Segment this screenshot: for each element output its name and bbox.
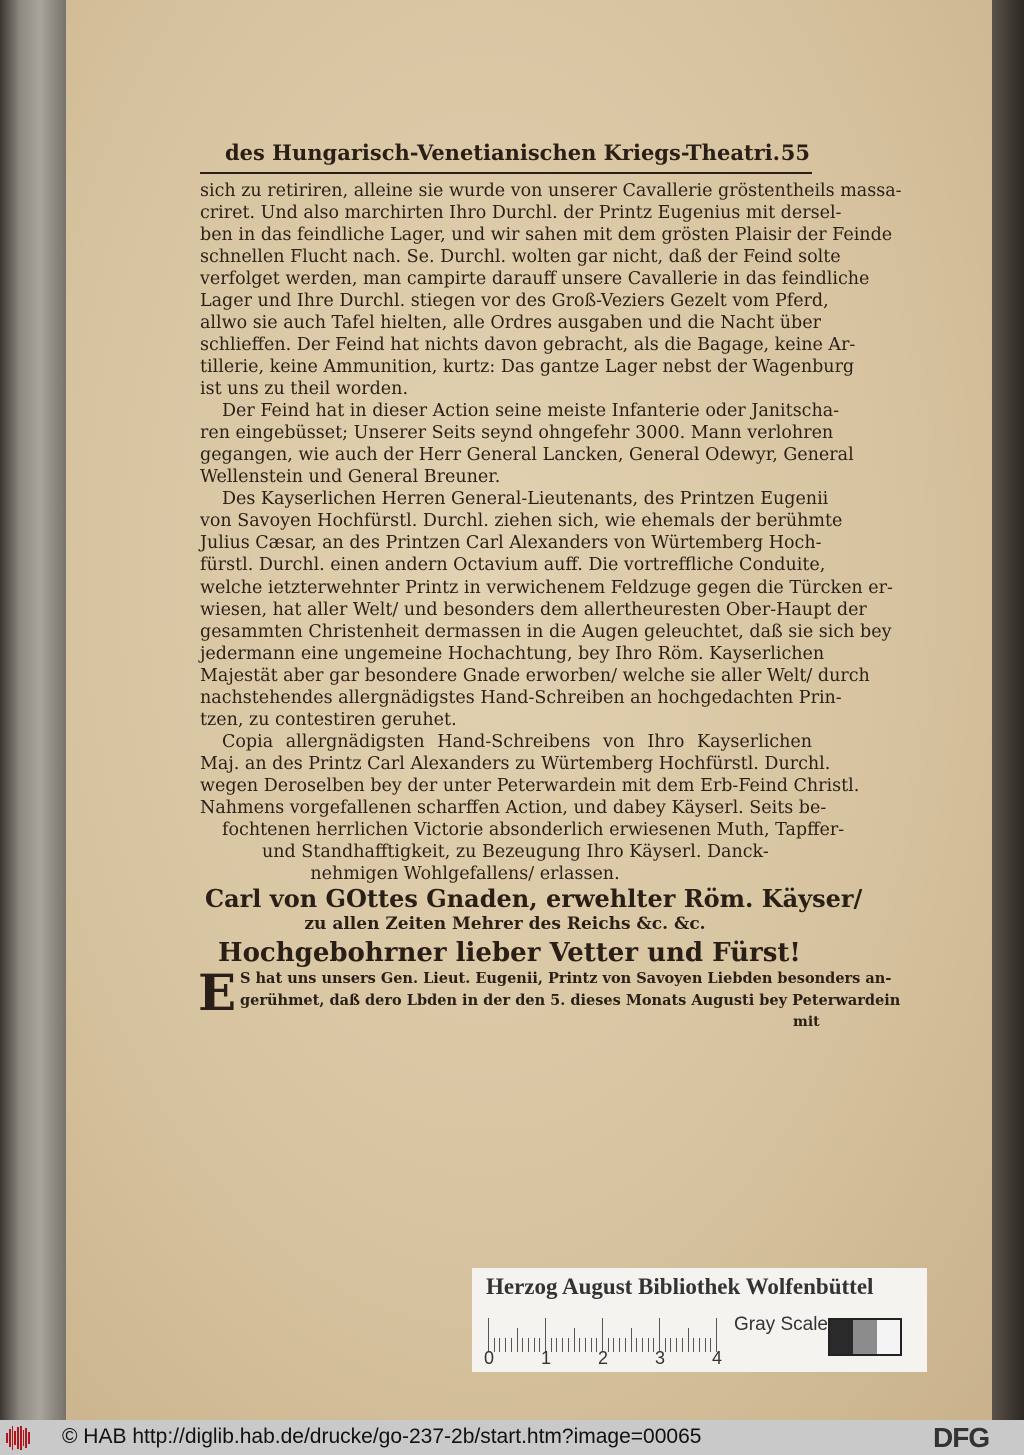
text-line: welche ietzterwehnter Printz in verwichenem Feldzuge gegen die Türcken er-: [200, 578, 893, 598]
ruler-tick: [568, 1338, 569, 1352]
text-line: fochtenen herrlichen Victorie absonderlich erwiesenen Muth, Tapffer-: [222, 820, 845, 840]
header-rule: [200, 172, 812, 174]
text-line: zu allen Zeiten Mehrer des Reichs &c. &c.: [304, 914, 706, 934]
scale-ruler: [488, 1316, 718, 1352]
ruler-tick: [511, 1338, 512, 1352]
ruler-tick: [642, 1338, 643, 1352]
text-line: Copia allergnädigsten Hand-Schreibens von Ihro Kayserlichen: [222, 732, 812, 752]
ruler-tick: [693, 1338, 694, 1352]
text-line: criret. Und also marchirten Ihro Durchl. der Printz Eugenius mit dersel-: [200, 203, 842, 223]
swatch-cell: [853, 1320, 876, 1354]
ruler-tick: [705, 1338, 706, 1352]
ruler-tick: [574, 1328, 575, 1352]
book-spine: [0, 0, 66, 1420]
text-line: Wellenstein und General Breuner.: [200, 467, 501, 487]
ruler-tick: [699, 1338, 700, 1352]
ruler-tick: [670, 1338, 671, 1352]
text-line: ben in das feindliche Lager, und wir sahen mit dem grösten Plaisir der Feinde: [200, 225, 893, 245]
ruler-tick: [636, 1338, 637, 1352]
hab-logo-icon: [6, 1426, 30, 1450]
text-line: Des Kayserlichen Herren General-Lieutenants, des Printzen Eugenii: [222, 489, 829, 509]
ruler-tick: [602, 1318, 603, 1352]
ruler-tick: [522, 1338, 523, 1352]
text-line: fürstl. Durchl. einen andern Octavium auff. Die vortreffliche Conduite,: [200, 555, 826, 575]
text-line: tillerie, keine Ammunition, kurtz: Das gantze Lager nebst der Wagenburg: [200, 357, 855, 377]
swatch-cell: [877, 1320, 900, 1354]
copyright-url[interactable]: © HAB http://diglib.hab.de/drucke/go-237-2b/start.htm?image=00065: [62, 1425, 702, 1448]
logo-bar: [23, 1430, 25, 1446]
text-line: Lager und Ihre Durchl. stiegen vor des Groß-Veziers Gezelt vom Pferd,: [200, 291, 829, 311]
running-header: [225, 140, 810, 170]
ruler-tick: [625, 1338, 626, 1352]
logo-bar: [20, 1426, 22, 1450]
library-name: Herzog August Bibliothek Wolfenbüttel: [486, 1274, 874, 1299]
gray-scale-label: Gray Scale: [734, 1314, 828, 1335]
text-line: Nahmens vorgefallenen scharffen Action, und dabey Käyserl. Seits be-: [200, 798, 827, 818]
ruler-tick: [676, 1338, 677, 1352]
text-line: tzen, zu contestiren geruhet.: [200, 710, 457, 730]
text-line: Hochgebohrner lieber Vetter und Fürst!: [218, 938, 801, 968]
ruler-tick: [517, 1328, 518, 1352]
text-line: gegangen, wie auch der Herr General Lancken, General Odewyr, General: [200, 445, 854, 465]
ruler-tick: [505, 1338, 506, 1352]
ruler-label: 3: [655, 1348, 666, 1368]
ruler-tick: [556, 1338, 557, 1352]
ruler-tick: [579, 1338, 580, 1352]
text-line: schnellen Flucht nach. Se. Durchl. wolten gar nicht, daß der Feind solte: [200, 247, 841, 267]
text-line: mit: [793, 1014, 820, 1030]
ruler-tick: [688, 1328, 689, 1352]
text-line: jedermann eine ungemeine Hochachtung, bey Ihro Röm. Kayserlichen: [200, 644, 825, 664]
ruler-tick: [648, 1338, 649, 1352]
text-line: Carl von GOttes Gnaden, erwehlter Röm. Käyser/: [205, 884, 863, 913]
logo-bar: [14, 1431, 16, 1445]
page-edge: [992, 0, 1024, 1420]
text-line: Julius Cæsar, an des Printzen Carl Alexanders von Würtemberg Hoch-: [200, 533, 822, 553]
gray-scale-swatch: [828, 1318, 902, 1356]
text-line: und Standhafftigkeit, zu Bezeugung Ihro Käyserl. Danck-: [262, 842, 769, 862]
text-line: sich zu retiriren, alleine sie wurde von unserer Cavallerie gröstentheils massa-: [200, 181, 902, 201]
text-line: von Savoyen Hochfürstl. Durchl. ziehen sich, wie ehemals der berühmte: [200, 511, 843, 531]
text-line: verfolget werden, man campirte darauff unsere Cavallerie in das feindliche: [200, 269, 870, 289]
footer-bar: [0, 1420, 1024, 1455]
text-line: Der Feind hat in dieser Action seine meiste Infanterie oder Janitscha-: [222, 401, 840, 421]
text-line: nehmigen Wohlgefallens/ erlassen.: [310, 864, 620, 884]
text-line: schlieffen. Der Feind hat nichts davon gebracht, als die Bagage, keine Ar-: [200, 335, 856, 355]
text-line: S hat uns unsers Gen. Lieut. Eugenii, Printz von Savoyen Liebden besonders an-: [240, 970, 892, 987]
swatch-cell: [830, 1320, 853, 1354]
ruler-tick: [613, 1338, 614, 1352]
logo-bar: [6, 1433, 8, 1443]
text-line: wiesen, hat aller Welt/ und besonders dem allertheuresten Ober-Haupt der: [200, 600, 867, 620]
logo-bar: [17, 1427, 19, 1449]
dfg-logo: DFG: [933, 1422, 990, 1453]
ruler-tick: [585, 1338, 586, 1352]
ruler-tick: [631, 1328, 632, 1352]
text-line: ren eingebüsset; Unserer Seits seynd ohngefehr 3000. Mann verlohren: [200, 423, 834, 443]
ruler-tick: [682, 1338, 683, 1352]
ruler-label: 4: [712, 1348, 723, 1368]
ruler-tick: [619, 1338, 620, 1352]
color-target-card: [472, 1268, 927, 1372]
logo-bar: [25, 1428, 27, 1448]
logo-bar: [28, 1432, 30, 1444]
ruler-tick: [545, 1318, 546, 1352]
text-line: wegen Deroselben bey der unter Peterwardein mit dem Erb-Feind Christl.: [200, 776, 860, 796]
text-line: gesammten Christenheit dermassen in die Augen geleuchtet, daß sie sich bey: [200, 622, 892, 642]
ruler-tick: [528, 1338, 529, 1352]
text-line: allwo sie auch Tafel hielten, alle Ordres ausgaben und die Nacht über: [200, 313, 821, 333]
ruler-tick: [562, 1338, 563, 1352]
ruler-tick: [534, 1338, 535, 1352]
ruler-tick: [499, 1338, 500, 1352]
ruler-tick: [591, 1338, 592, 1352]
ruler-tick: [488, 1318, 489, 1352]
logo-bar: [12, 1426, 14, 1450]
running-title: des Hungarisch-Venetianischen Kriegs-Theatri.: [225, 140, 780, 165]
text-line: Majestät aber gar besondere Gnade erworben/ welche sie aller Welt/ durch: [200, 666, 870, 686]
initial-letter: E: [198, 963, 237, 1022]
text-line: ist uns zu theil worden.: [200, 379, 409, 399]
ruler-label: 0: [484, 1348, 495, 1368]
text-line: Maj. an des Printz Carl Alexanders zu Würtemberg Hochfürstl. Durchl.: [200, 754, 831, 774]
ruler-label: 2: [598, 1348, 609, 1368]
ruler-label: 1: [541, 1348, 552, 1368]
text-line: gerühmet, daß dero Lbden in der den 5. dieses Monats Augusti bey Peterwardein: [240, 992, 901, 1009]
ruler-tick: [659, 1318, 660, 1352]
page-number: 55: [780, 140, 810, 165]
text-line: nachstehendes allergnädigstes Hand-Schreiben an hochgedachten Prin-: [200, 688, 842, 708]
logo-bar: [9, 1429, 11, 1447]
ruler-tick: [716, 1318, 717, 1352]
